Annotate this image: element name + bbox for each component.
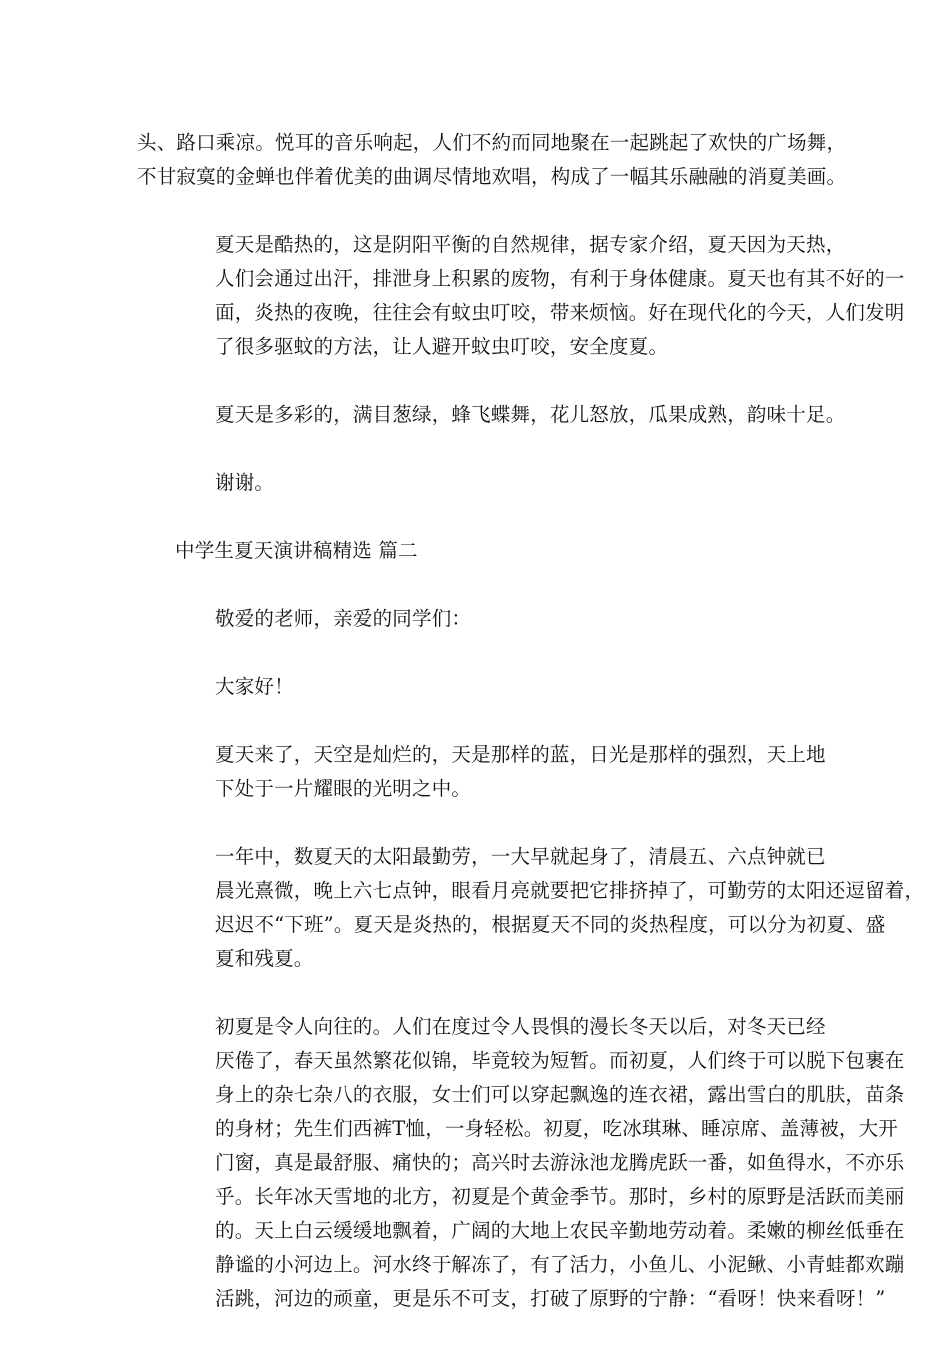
text-line: 初夏是令人向往的。人们在度过令人畏惧的漫长冬天以后，对冬天已经 bbox=[215, 1015, 826, 1038]
text-line: 敬爱的老师，亲爱的同学们： bbox=[215, 607, 472, 630]
text-line: 夏天是多彩的，满目葱绿，蜂飞蝶舞，花儿怒放，瓜果成熟，韵味十足。 bbox=[215, 403, 846, 426]
paragraph-2 bbox=[137, 228, 905, 364]
text-line: 迟迟不“下班”。夏天是炎热的，根据夏天不同的炎热程度，可以分为初夏、盛 bbox=[215, 913, 886, 936]
text-line: 晨光熹微，晚上六七点钟，眼看月亮就要把它排挤掉了，可勤劳的太阳还逗留着， bbox=[215, 879, 925, 902]
text-line: 门窗，真是最舒服、痛快的；高兴时去游泳池龙腾虎跃一番，如鱼得水，不亦乐 bbox=[215, 1151, 905, 1174]
paragraph-1 bbox=[137, 126, 847, 194]
text-line: 的身材；先生们西裤T恤，一身轻松。初夏，吃冰琪琳、睡凉席、盖薄被，大开 bbox=[215, 1117, 899, 1140]
paragraph-5 bbox=[137, 738, 826, 806]
text-line: 不甘寂寞的金蝉也伴着优美的曲调尽情地欢唱，构成了一幅其乐融融的消夏美画。 bbox=[137, 165, 847, 188]
text-line: 大家好！ bbox=[215, 675, 294, 698]
text-line: 厌倦了，春天虽然繁花似锦，毕竟较为短暂。而初夏，人们终于可以脱下包裹在 bbox=[215, 1049, 905, 1072]
paragraph-6 bbox=[137, 840, 925, 976]
text-line: 的。天上白云缓缓地飘着，广阔的大地上农民辛勤地劳动着。柔嫩的柳丝低垂在 bbox=[215, 1219, 905, 1242]
text-line: 下处于一片耀眼的光明之中。 bbox=[215, 777, 472, 800]
text-line: 了很多驱蚊的方法，让人避开蚊虫叮咬，安全度夏。 bbox=[215, 335, 669, 358]
paragraph-4 bbox=[137, 466, 820, 500]
text-line: 谢谢。 bbox=[215, 471, 275, 494]
heading-text: 中学生夏天演讲稿精选 篇二 bbox=[175, 539, 418, 562]
paragraph-greeting bbox=[137, 602, 820, 636]
text-line: 夏天来了，天空是灿烂的，天是那样的蓝，日光是那样的强烈，天上地 bbox=[215, 743, 826, 766]
paragraph-hello bbox=[137, 670, 820, 704]
paragraph-3 bbox=[137, 398, 846, 432]
text-line: 活跳，河边的顽童，更是乐不可支，打破了原野的宁静：“看呀！快来看呀！” bbox=[215, 1287, 886, 1310]
document-body bbox=[137, 126, 925, 1350]
text-line: 身上的杂七杂八的衣服，女士们可以穿起飘逸的连衣裙，露出雪白的肌肤，苗条 bbox=[215, 1083, 905, 1106]
text-line: 静谧的小河边上。河水终于解冻了，有了活力，小鱼儿、小泥鳅、小青蛙都欢蹦 bbox=[215, 1253, 905, 1276]
text-line: 夏和残夏。 bbox=[215, 947, 314, 970]
text-line: 面，炎热的夜晚，往往会有蚊虫叮咬，带来烦恼。好在现代化的今天，人们发明 bbox=[215, 301, 905, 324]
text-line: 夏天是酷热的，这是阴阳平衡的自然规律，据专家介绍，夏天因为天热， bbox=[215, 233, 846, 256]
paragraph-7 bbox=[137, 1010, 905, 1316]
text-line: 人们会通过出汗，排泄身上积累的废物，有利于身体健康。夏天也有其不好的一 bbox=[215, 267, 905, 290]
text-line: 一年中，数夏天的太阳最勤劳，一大早就起身了，清晨五、六点钟就已 bbox=[215, 845, 826, 868]
section-heading bbox=[137, 534, 820, 568]
text-line: 头、路口乘凉。悦耳的音乐响起，人们不約而同地聚在一起跳起了欢快的广场舞， bbox=[137, 131, 847, 154]
text-line: 乎。长年冰天雪地的北方，初夏是个黄金季节。那时，乡村的原野是活跃而美丽 bbox=[215, 1185, 905, 1208]
